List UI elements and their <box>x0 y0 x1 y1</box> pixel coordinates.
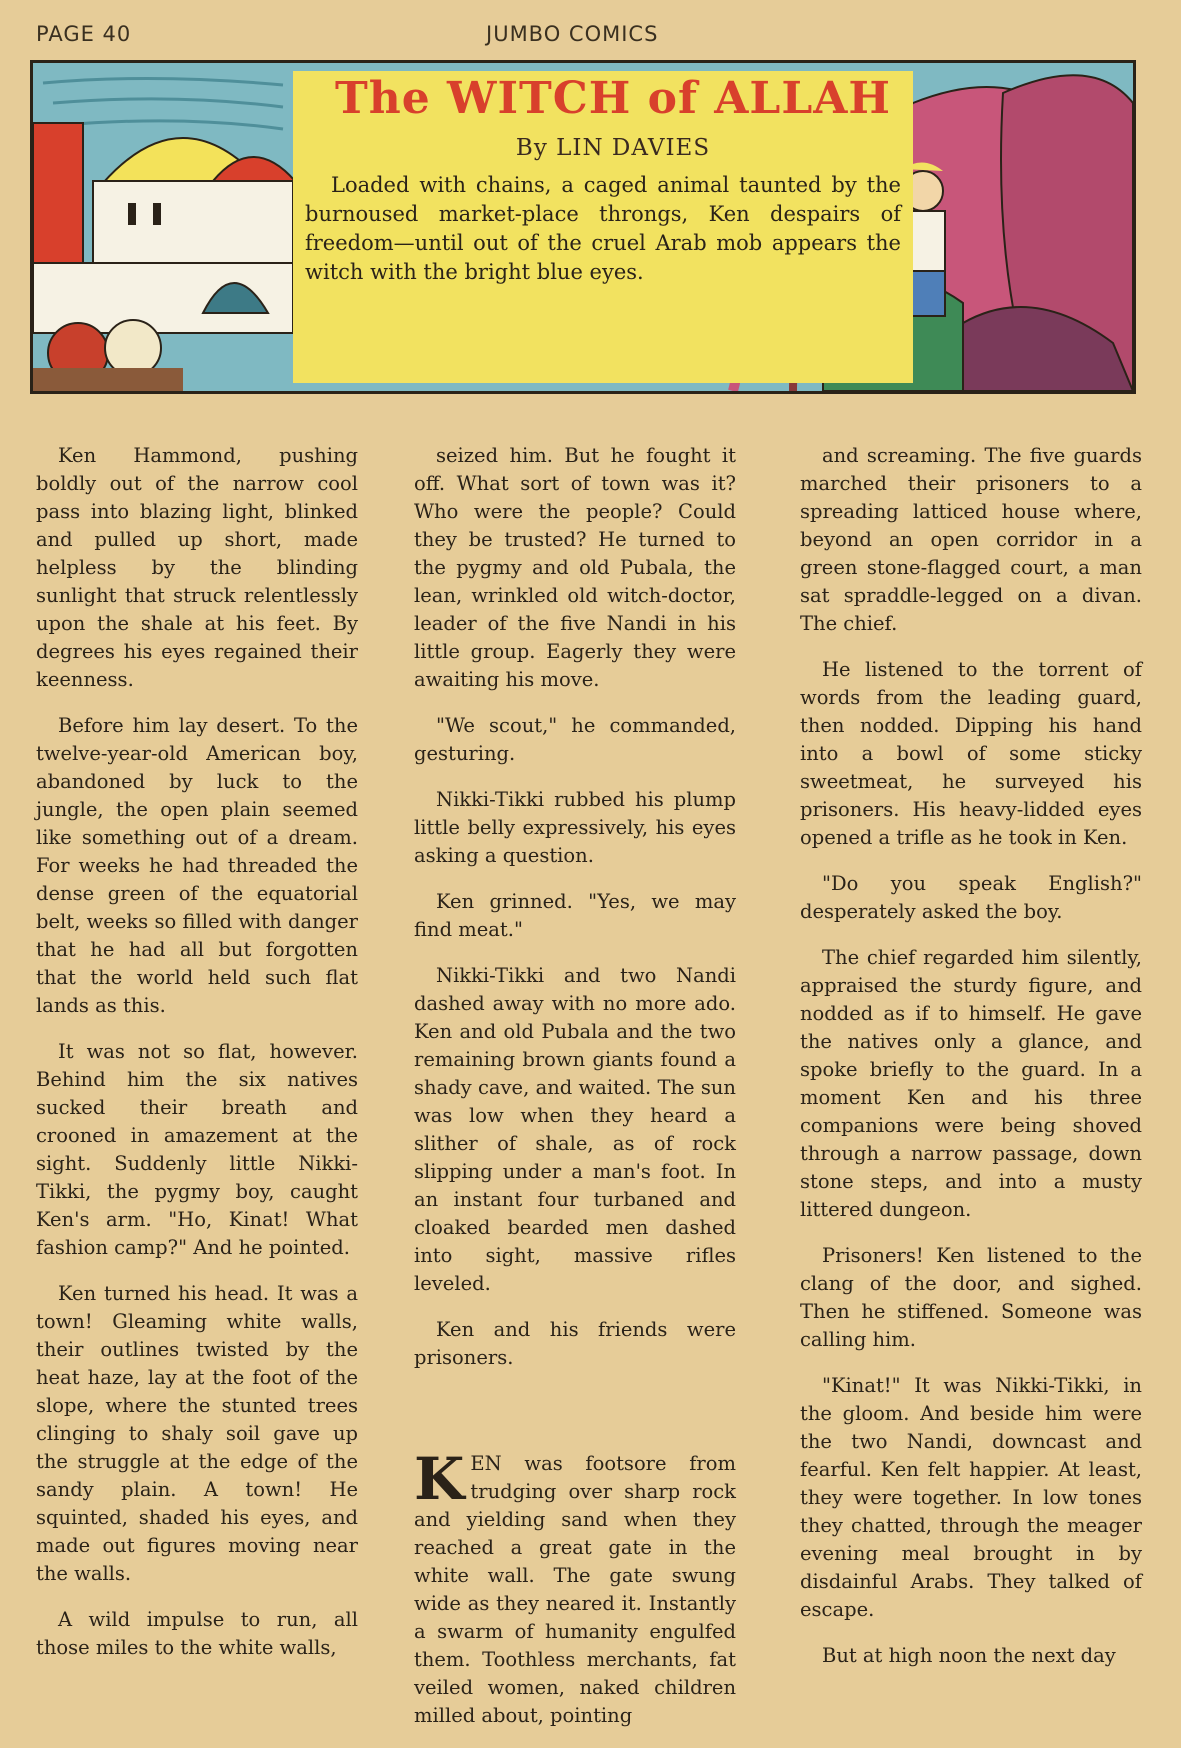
paragraph: The chief regarded him silently, appraised the sturdy figure, and nodded as if to himself. He gave the natives only a glance, and spoke briefly to the guard. In a moment Ken and his three companions were being shoved through a narrow passage, down stone steps, and into a musty littered dungeon. <box>800 946 1142 1221</box>
paragraph: Ken Hammond, pushing boldly out of the narrow cool pass into blazing light, blinked and pulled up short, made helpless by the blinding sunlight that struck relentlessly upon the shale at his feet. By degrees his eyes regained their keenness. <box>36 444 358 691</box>
magazine-title: JUMBO COMICS <box>486 22 659 46</box>
paragraph: "We scout," he commanded, gesturing. <box>414 714 736 765</box>
paragraph: "Kinat!" It was Nikki-Tikki, in the gloom. And beside him were the two Nandi, downcast and fearful. Ken felt happier. At least, they were together. In low tones they chatted, through the meager evening meal brought in by disdainful Arabs. They talked of escape. <box>800 1374 1142 1621</box>
paragraph: He listened to the torrent of words from the leading guard, then nodded. Dipping his hand into a bowl of some sticky sweetmeat, he surveyed his prisoners. His heavy-lidded eyes opened a trifle as he took in Ken. <box>800 658 1142 849</box>
text-column-1 <box>36 442 358 1680</box>
paragraph: Nikki-Tikki and two Nandi dashed away with no more ado. Ken and old Pubala and the two remaining brown giants found a shady cave, and waited. The sun was low when they heard a slither of shale, as of rock slipping under a man's foot. In an instant four turbaned and cloaked bearded men dashed into sight, massive rifles leveled. <box>414 964 736 1295</box>
page-header <box>36 22 1145 52</box>
paragraph: It was not so flat, however. Behind him the six natives sucked their breath and crooned in amazement at the sight. Suddenly little Nikki-Tikki, the pygmy boy, caught Ken's arm. "Ho, Kinat! What fashion camp?" And he pointed. <box>36 1040 358 1259</box>
page-number: PAGE 40 <box>36 22 132 46</box>
drop-cap: K <box>414 1445 465 1513</box>
text-column-3 <box>800 442 1142 1688</box>
paragraph: seized him. But he fought it off. What sort of town was it? Who were the people? Could they be trusted? He turned to the pygmy and old Pubala, the lean, wrinkled old witch-doctor, leader of the five Nandi in his little group. Eagerly they were awaiting his move. <box>414 444 736 691</box>
paragraph-drop-cap <box>414 1445 736 1730</box>
paragraph-text: EN was footsore from trudging over sharp rock and yielding sand when they reached a great gate in the white wall. The gate swung wide as they neared it. Instantly a swarm of humanity engulfed them. Toothless merchants, fat veiled women, naked children milled about, pointing <box>414 1452 736 1727</box>
story-banner <box>30 60 1136 394</box>
paragraph: Ken grinned. "Yes, we may find meat." <box>414 890 736 941</box>
story-blurb: Loaded with chains, a caged animal taunted by the burnoused market-place throngs, Ken despairs of freedom—until out of the cruel Arab mob appears the witch with the bright blue eyes. <box>305 173 901 284</box>
paragraph: and screaming. The five guards marched their prisoners to a spreading latticed house where, beyond an open corridor in a green stone-flagged court, a man sat spraddle-legged on a divan. The chief. <box>800 444 1142 635</box>
story-title: The WITCH of ALLAH <box>334 73 891 124</box>
paragraph: Before him lay desert. To the twelve-year-old American boy, abandoned by luck to the jungle, the open plain seemed like something out of a dream. For weeks he had threaded the dense green of the equatorial belt, weeks so filled with danger that he had all but forgotten that the world held such flat lands as this. <box>36 714 358 1017</box>
section-break <box>414 1390 736 1450</box>
paragraph: But at high noon the next day <box>822 1644 1116 1667</box>
paragraph: "Do you speak English?" desperately asked the boy. <box>800 872 1142 923</box>
paragraph: Ken turned his head. It was a town! Gleaming white walls, their outlines twisted by the heat haze, lay at the foot of the slope, where the stunted trees clinging to shaly soil gave up the struggle at the edge of the sandy plain. A town! He squinted, shaded his eyes, and made out figures moving near the walls. <box>36 1282 358 1585</box>
paragraph: A wild impulse to run, all those miles to the white walls, <box>36 1608 358 1659</box>
paragraph: Ken and his friends were prisoners. <box>414 1318 736 1369</box>
story-byline: By LIN DAVIES <box>515 135 711 161</box>
paragraph: Nikki-Tikki rubbed his plump little belly expressively, his eyes asking a question. <box>414 788 736 867</box>
text-column-2 <box>414 442 736 1748</box>
paragraph: Prisoners! Ken listened to the clang of the door, and sighed. Then he stiffened. Someone was calling him. <box>800 1244 1142 1351</box>
